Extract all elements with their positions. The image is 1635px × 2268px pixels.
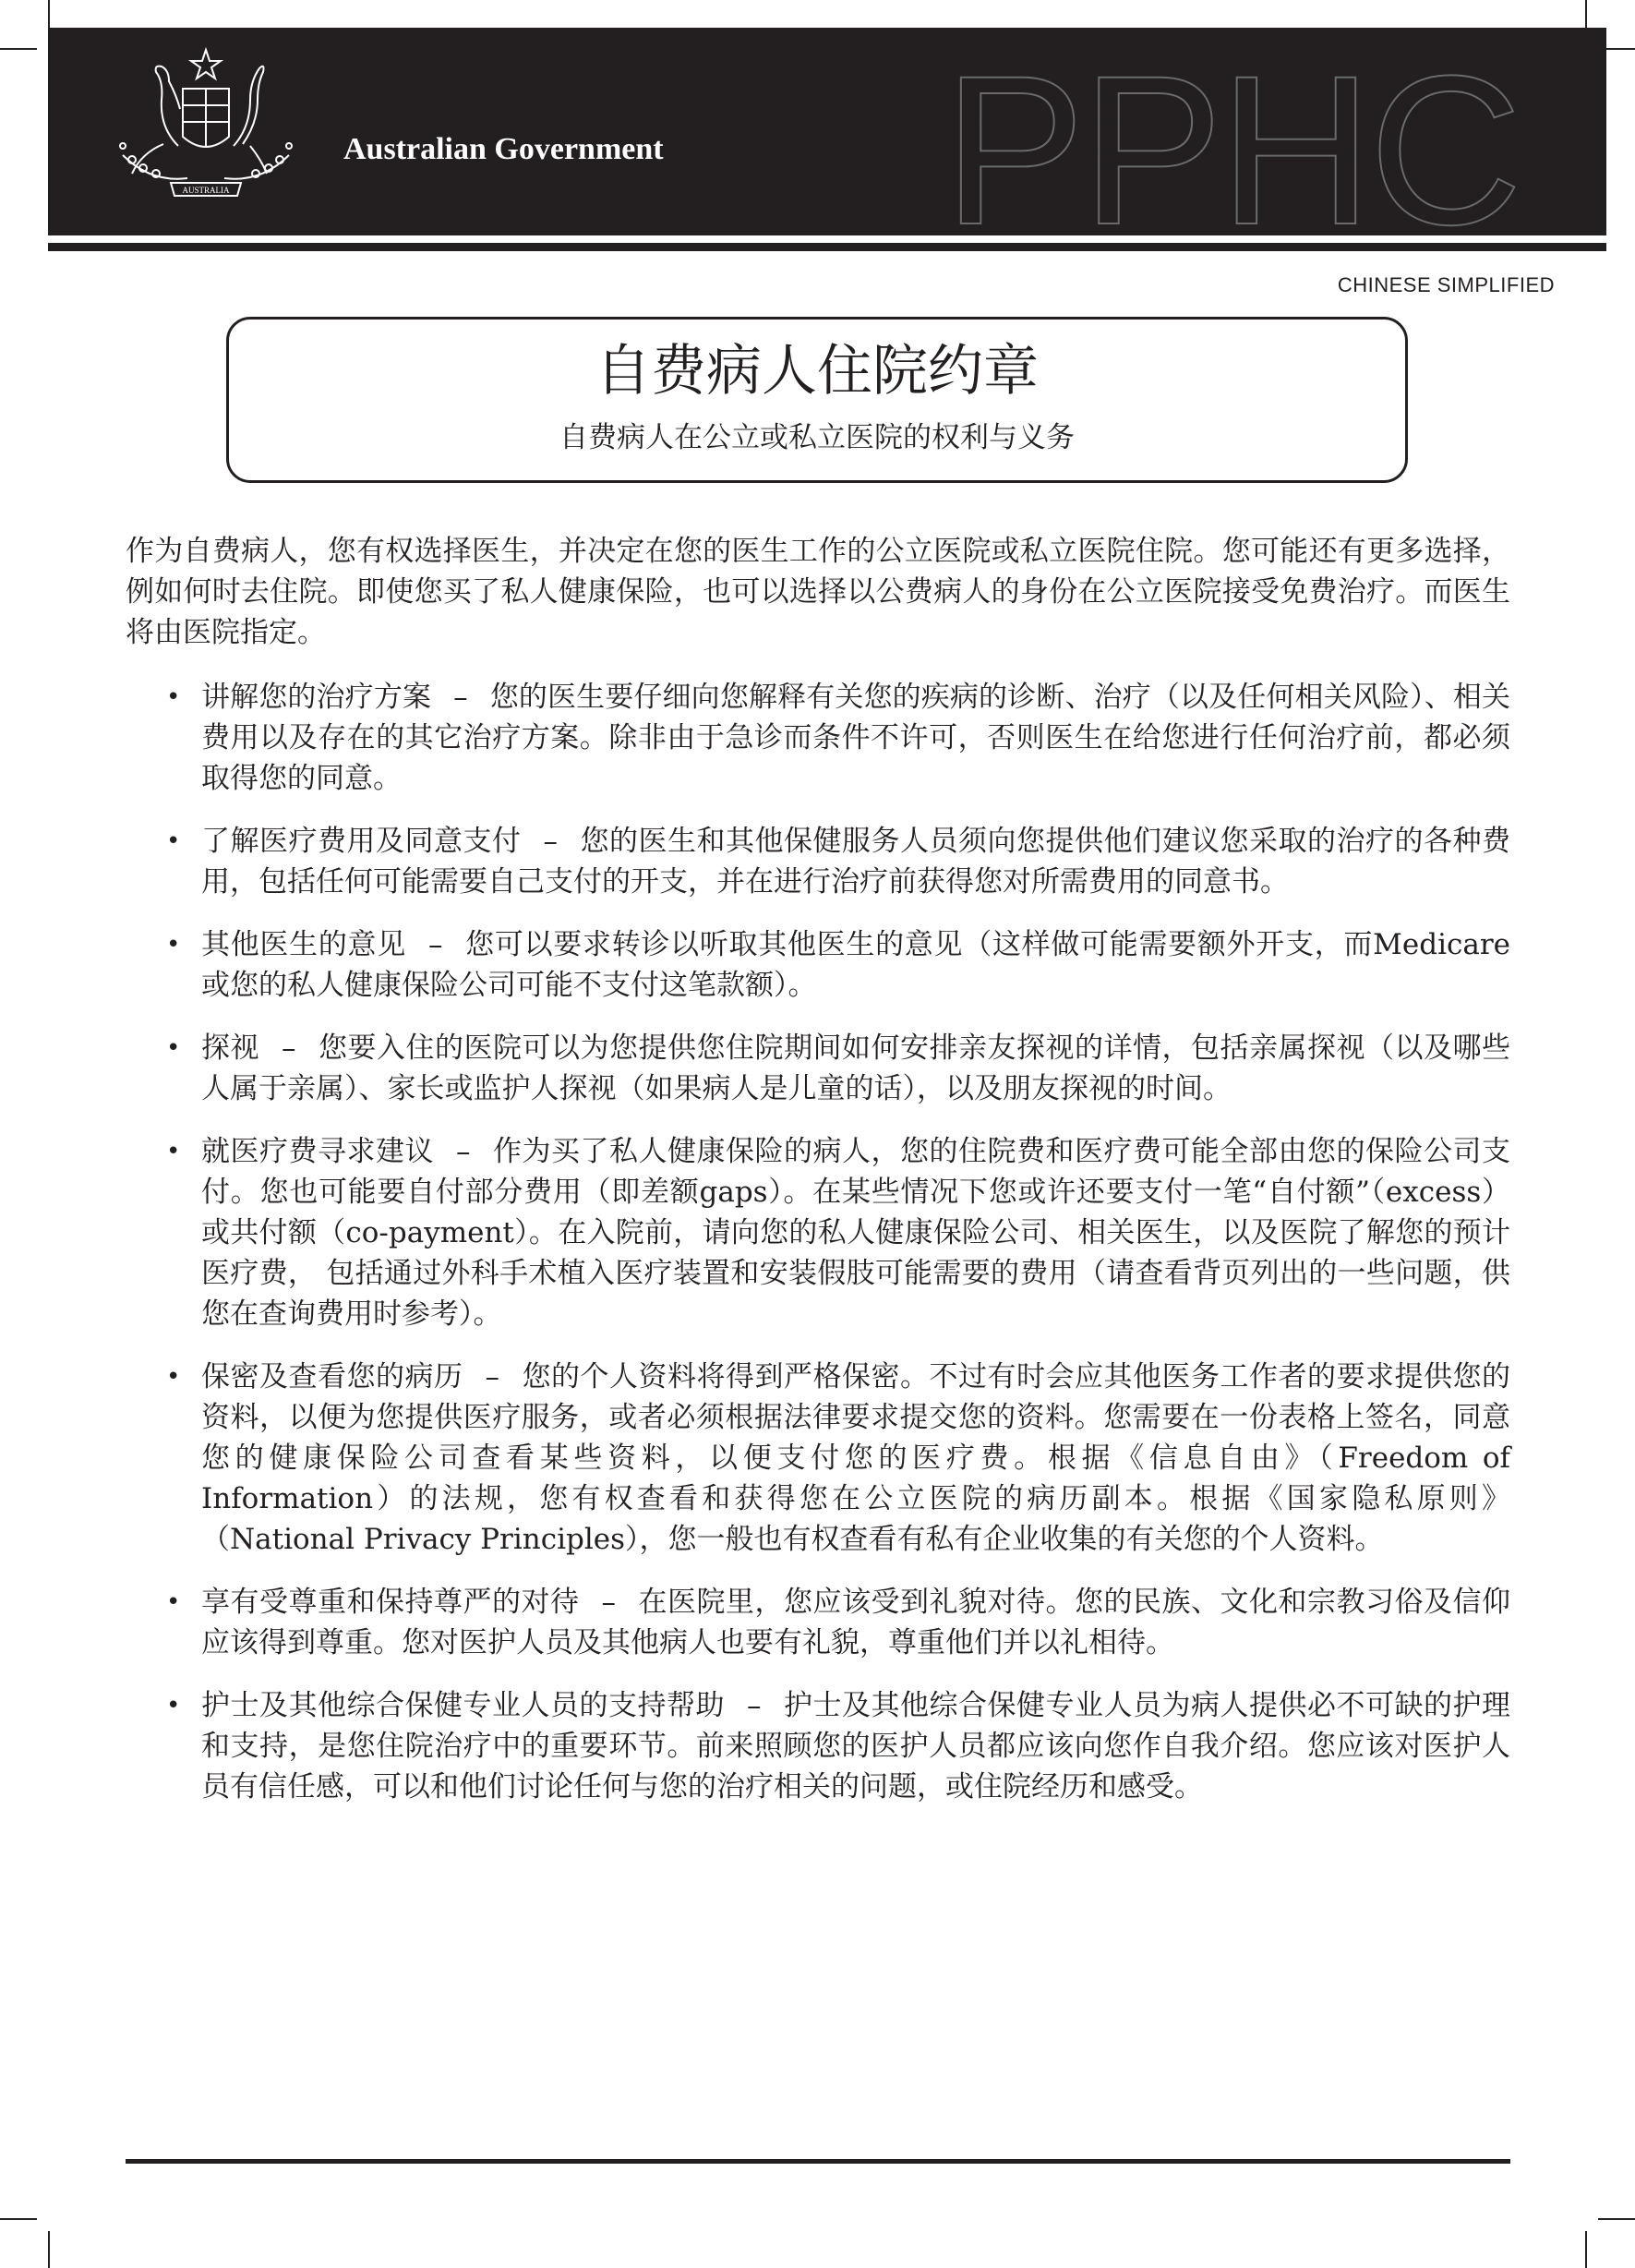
list-item [126,821,1510,902]
item-heading: 享有受尊重和保持尊严的对待 [201,1586,580,1619]
government-name: Australian Government [343,132,664,166]
item-text: 您可以要求转诊以听取其他医生的意见（这样做可能需要额外开支，而Medicare或您的私人健康保险公司可能不支付这笔款额）。 [201,928,1510,1002]
bullet-icon: • [166,1692,181,1719]
crop-mark [1598,2218,1635,2220]
header-rule [48,243,1606,251]
footer-rule [126,2159,1510,2164]
item-heading: 探视 [201,1031,259,1065]
dash-separator: – [456,1135,471,1168]
dash-separator: – [601,1586,616,1619]
item-heading: 讲解您的治疗方案 [201,681,432,714]
page-title: 自费病人住院约章 [595,339,1039,404]
item-text: 您的医生和其他保健服务人员须向您提供他们建议您采取的治疗的各种费用，包括任何可能需要自己支付的开支，并在进行治疗前获得您对所需费用的同意书。 [201,825,1510,899]
crop-mark [0,48,37,50]
language-label: CHINESE SIMPLIFIED [1337,273,1555,296]
list-item [126,1028,1510,1109]
page-subtitle: 自费病人在公立或私立医院的权利与义务 [559,421,1075,454]
bullet-icon: • [166,1588,181,1616]
item-heading: 了解医疗费用及同意支付 [201,825,522,858]
crop-mark [0,2218,37,2220]
title-box [226,317,1408,483]
crop-mark [1585,2231,1587,2268]
intro-paragraph: 作为自费病人，您有权选择医生，并决定在您的医生工作的公立医院或私立医院住院。您可能还有更多选择，例如何时去住院。即使您买了私人健康保险，也可以选择以公费病人的身份在公立医院接受免费治疗。而医生将由医院指定。 [126,535,1510,649]
item-text: 护士及其他综合保健专业人员为病人提供必不可缺的护理和支持，是您住院治疗中的重要环节。前来照顾您的医护人员都应该向您作自我介绍。您应该对医护人员有信任感，可以和他们讨论任何与您的治疗相关的问题，或住院经历和感受。 [201,1689,1510,1804]
bullet-icon: • [166,827,181,855]
list-item [126,1685,1510,1807]
dash-separator: – [427,928,443,961]
coat-of-arms-icon [95,44,317,206]
item-text: 您要入住的医院可以为您提供您住院期间如何安排亲友探视的详情，包括亲属探视（以及哪些人属于亲属）、家长或监护人探视（如果病人是儿童的话），以及朋友探视的时间。 [201,1031,1510,1105]
crop-mark [48,2231,50,2268]
list-item [126,924,1510,1006]
rights-list [126,677,1510,1807]
item-heading: 护士及其他综合保健专业人员的支持帮助 [201,1689,725,1722]
list-item [126,1357,1510,1560]
dash-separator: – [453,681,468,714]
dash-separator: – [543,825,558,858]
item-text: 在医院里，您应该受到礼貌对待。您的民族、文化和宗教习俗及信仰应该得到尊重。您对医护人员及其他病人也要有礼貌，尊重他们并以礼相待。 [201,1586,1510,1659]
acronym-watermark: PPHC [943,31,1519,235]
bullet-icon: • [166,683,181,711]
bullet-icon: • [166,1138,181,1165]
document-body [126,531,1510,1829]
bullet-icon: • [166,1034,181,1062]
item-text: 作为买了私人健康保险的病人，您的住院费和医疗费可能全部由您的保险公司支付。您也可能要自付部分费用（即差额gaps）。在某些情况下您或许还要支付一笔“自付额”（excess）或共付额（co-payment）。在入院前，请向您的私人健康保险公司、相关医生，以及医院了解您的预计医疗费， 包括通过外科手术植入医疗装置和安装假肢可能需要的费用（请查看背页列出的一些问题，供您在查询费用时参考）。 [201,1135,1510,1331]
list-item [126,1131,1510,1334]
item-heading: 就医疗费寻求建议 [201,1135,434,1168]
bullet-icon: • [166,1363,181,1391]
dash-separator: – [282,1031,296,1065]
item-text: 您的个人资料将得到严格保密。不过有时会应其他医务工作者的要求提供您的资料，以便为您提供医疗服务，或者必须根据法律要求提交您的资料。您需要在一份表格上签名，同意您的健康保险公司查看某些资料，以便支付您的医疗费。根据《信息自由》（Freedom of Information）的法规，您有权查看和获得您在公立医院的病历副本。根据《国家隐私原则》（National Privacy Principles），您一般也有权查看有私有企业收集的有关您的个人资料。 [201,1360,1510,1556]
list-item [126,677,1510,799]
crest-motto: AUSTRALIA [182,186,230,195]
item-heading: 其他医生的意见 [201,928,406,961]
dash-separator: – [485,1360,499,1393]
list-item [126,1582,1510,1663]
dash-separator: – [747,1689,762,1722]
item-heading: 保密及查看您的病历 [201,1360,463,1393]
item-text: 您的医生要仔细向您解释有关您的疾病的诊断、治疗（以及任何相关风险）、相关费用以及存在的其它治疗方案。除非由于急诊而条件不许可，否则医生在给您进行任何治疗前，都必须取得您的同意。 [201,681,1510,795]
bullet-icon: • [166,931,181,959]
